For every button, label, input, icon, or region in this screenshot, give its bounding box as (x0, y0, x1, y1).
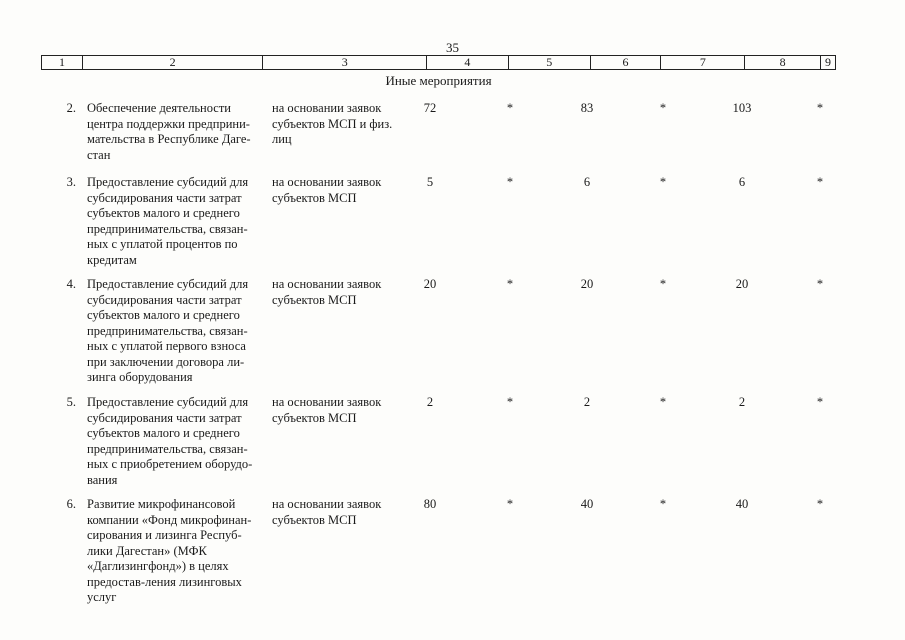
column-header-row (41, 55, 836, 70)
activity-name: Предоставление субсидий для субсидирования части затрат субъектов малого и среднего предпринимательства, связан-ных с приобретением оборудо-вания (87, 395, 253, 487)
activity-basis: на основании заявок субъектов МСП (272, 175, 382, 205)
activity-basis: на основании заявок субъектов МСП (272, 497, 382, 527)
column-header: 2 (83, 56, 264, 69)
cell-col4: 20 (423, 277, 437, 291)
section-title: Иные мероприятия (385, 73, 492, 88)
cell-col8: 40 (735, 497, 749, 511)
row-number: 6. (66, 497, 76, 511)
cell-col8: 20 (735, 277, 749, 291)
cell-col5: * (506, 497, 514, 511)
row-number: 3. (66, 175, 76, 189)
cell-col9: * (816, 395, 824, 409)
activity-name: Обеспечение деятельности центра поддержки предприни-мательства в Республике Даге-стан (87, 101, 251, 162)
cell-col7: * (659, 277, 667, 291)
activity-basis: на основании заявок субъектов МСП и физ. лиц (272, 101, 393, 146)
row-number: 2. (66, 101, 76, 115)
cell-col6: 40 (580, 497, 594, 511)
activity-name: Предоставление субсидий для субсидирования части затрат субъектов малого и среднего предпринимательства, связан-ных с уплатой первого взноса при заключении договора ли-зинга оборудования (87, 277, 249, 384)
column-header: 4 (427, 56, 509, 69)
activity-basis: на основании заявок субъектов МСП (272, 277, 382, 307)
cell-col4: 72 (423, 101, 437, 115)
column-header: 8 (745, 56, 821, 69)
cell-col9: * (816, 101, 824, 115)
cell-col5: * (506, 101, 514, 115)
cell-col8: 6 (738, 175, 746, 189)
cell-col4: 80 (423, 497, 437, 511)
cell-col4: 2 (426, 395, 434, 409)
cell-col9: * (816, 497, 824, 511)
row-number: 5. (66, 395, 76, 409)
cell-col6: 2 (583, 395, 591, 409)
row-number: 4. (66, 277, 76, 291)
column-header: 5 (509, 56, 591, 69)
cell-col7: * (659, 101, 667, 115)
cell-col6: 83 (580, 101, 594, 115)
cell-col5: * (506, 395, 514, 409)
column-header: 9 (825, 55, 832, 69)
column-header: 7 (661, 56, 745, 69)
column-header: 1 (42, 56, 83, 69)
activity-basis: на основании заявок субъектов МСП (272, 395, 382, 425)
column-header: 6 (591, 56, 662, 69)
cell-col8: 103 (732, 101, 752, 115)
activity-name: Предоставление субсидий для субсидирования части затрат субъектов малого и среднего предпринимательства, связан-ных с уплатой процентов по кредитам (87, 175, 249, 267)
cell-col6: 6 (583, 175, 591, 189)
cell-col7: * (659, 395, 667, 409)
activity-name: Развитие микрофинансовой компании «Фонд микрофинан-сирования и лизинга Респуб-лики Дагестан» (МФК «Даглизингфонд») в целях предостав-ления лизинговых услуг (87, 497, 252, 604)
cell-col4: 5 (426, 175, 434, 189)
cell-col9: * (816, 175, 824, 189)
cell-col5: * (506, 277, 514, 291)
cell-col8: 2 (738, 395, 746, 409)
cell-col9: * (816, 277, 824, 291)
cell-col7: * (659, 497, 667, 511)
column-header: 3 (263, 56, 427, 69)
cell-col5: * (506, 175, 514, 189)
page-number: 35 (446, 40, 459, 55)
cell-col7: * (659, 175, 667, 189)
cell-col6: 20 (580, 277, 594, 291)
